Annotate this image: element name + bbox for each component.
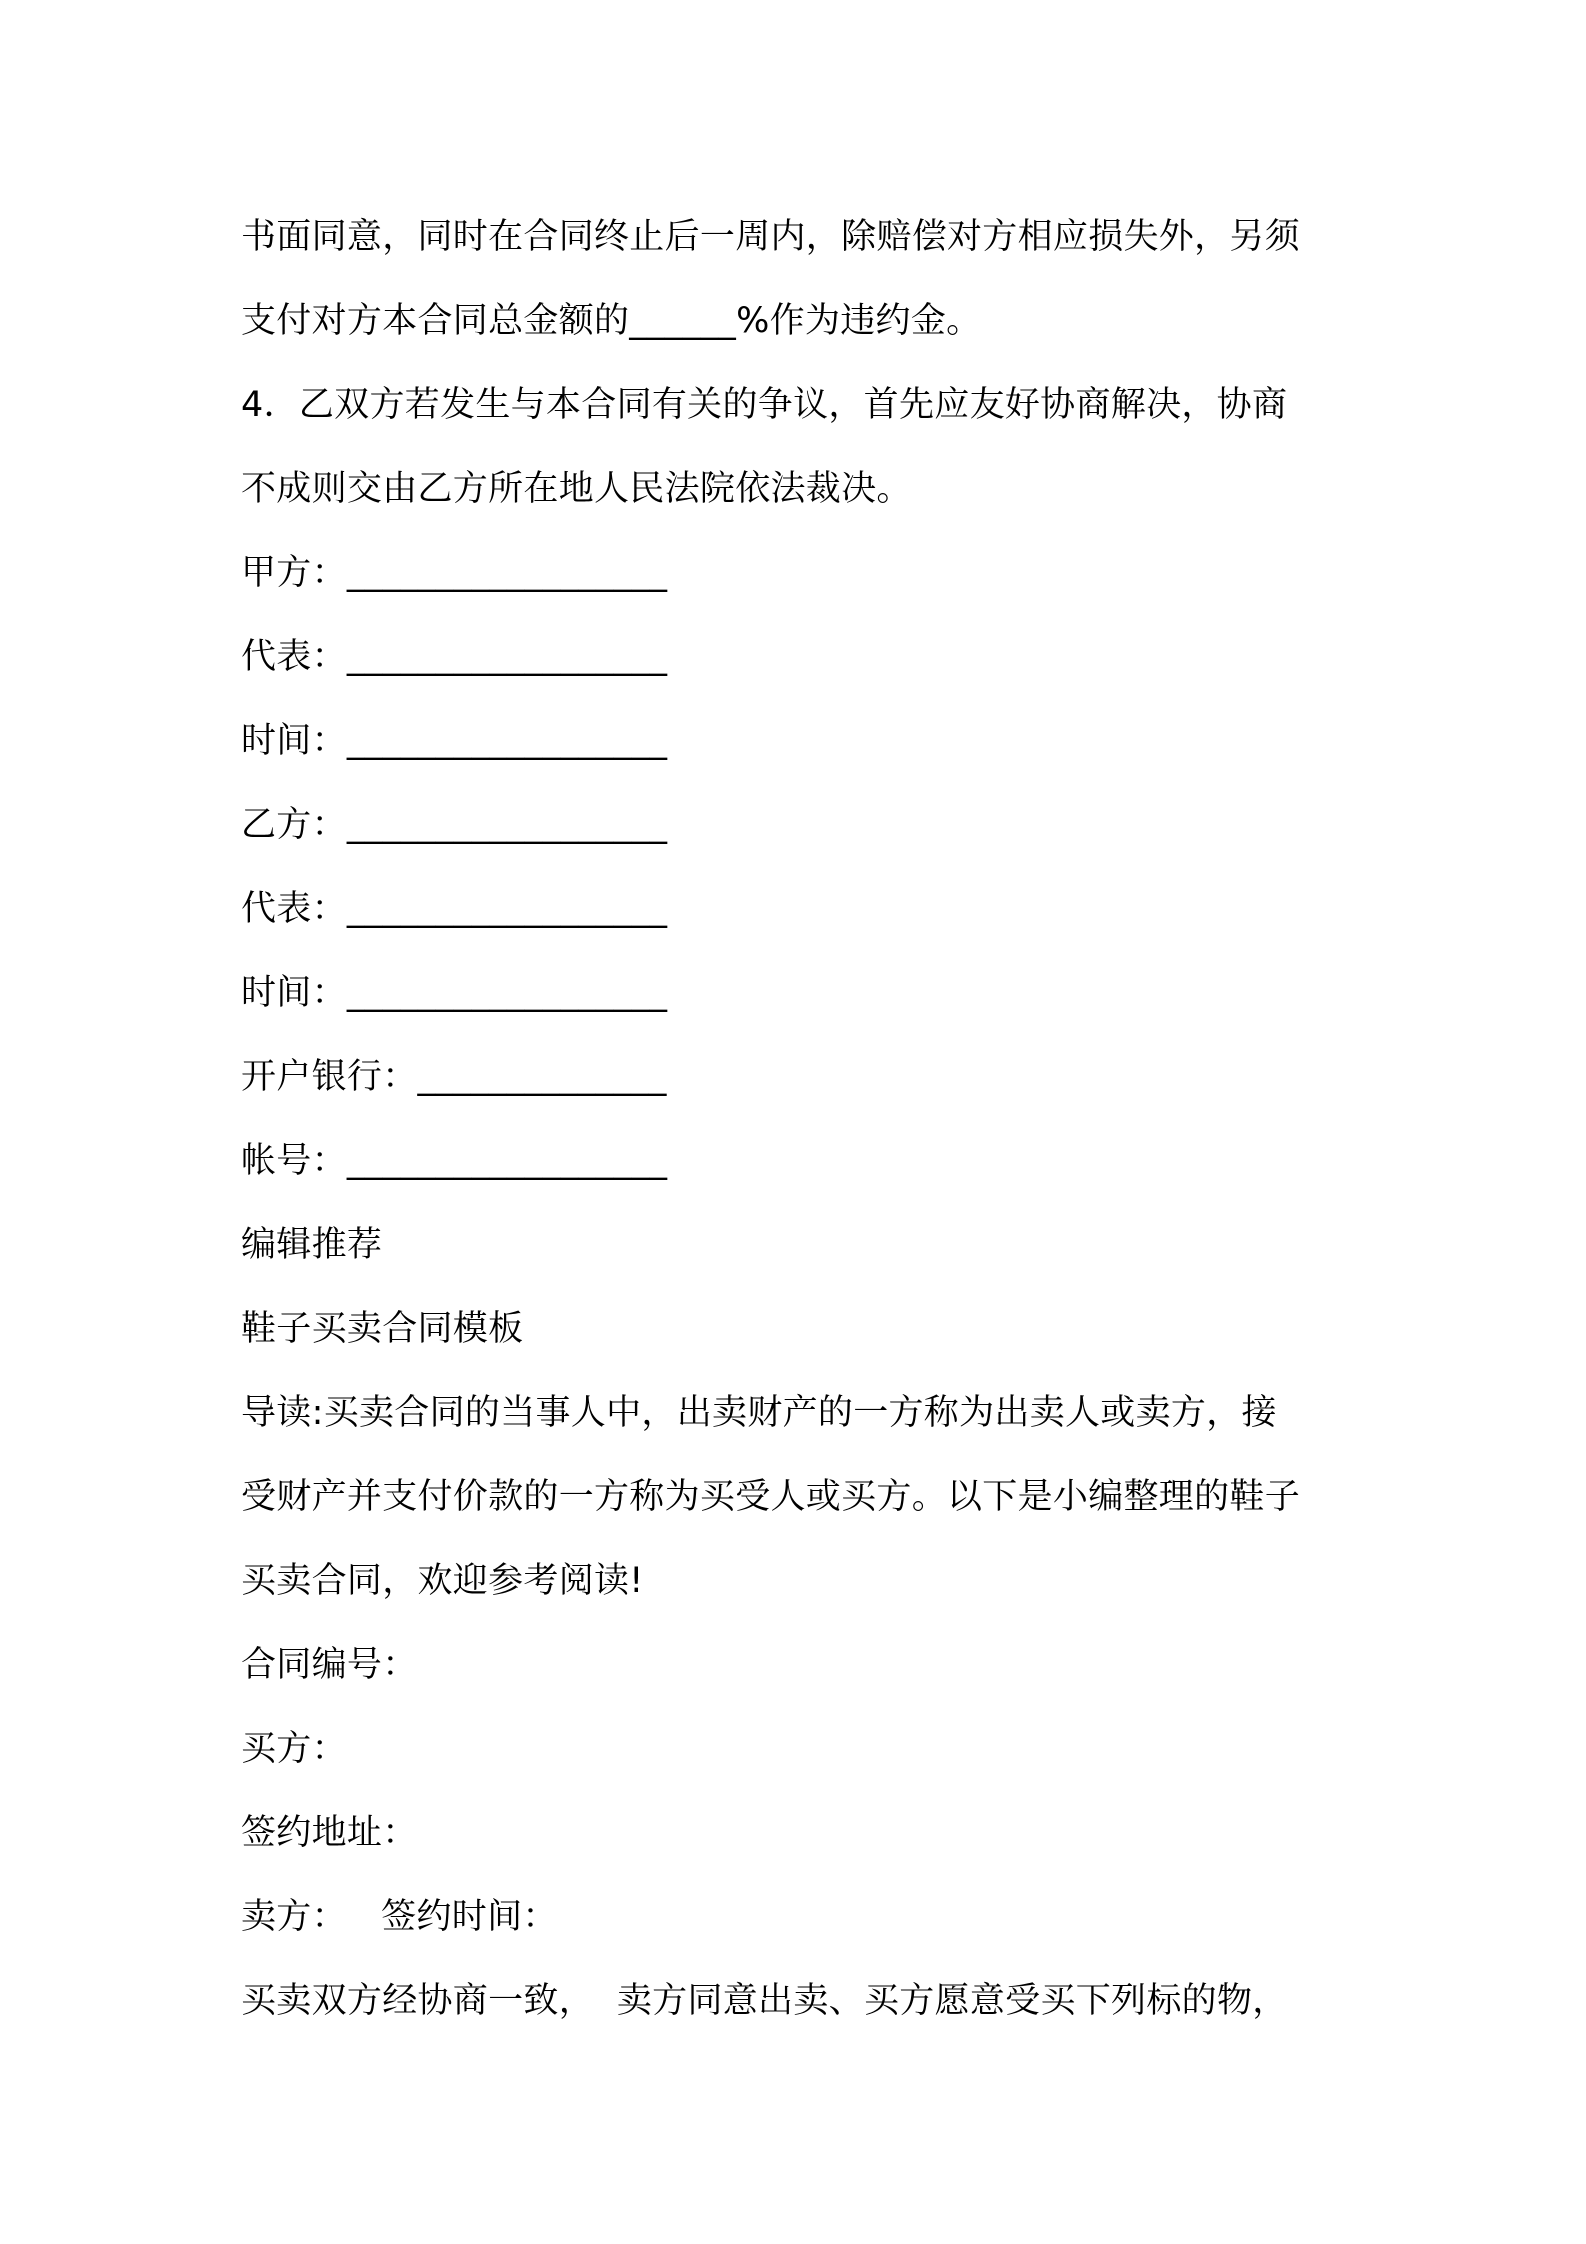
party-b-representative-field: 代表：__________________: [241, 889, 668, 929]
party-a-representative-field: 代表：__________________: [241, 637, 668, 677]
text-line: 4．乙双方若发生与本合同有关的争议，首先应友好协商解决，协商: [241, 385, 1288, 425]
document-body: [241, 195, 1361, 2043]
party-b-field: 乙方：__________________: [241, 805, 668, 845]
text-line: 不成则交由乙方所在地人民法院依法裁决。: [241, 469, 912, 509]
buyer-field: 买方：: [241, 1729, 347, 1769]
signing-address-field: 签约地址：: [241, 1813, 418, 1853]
contract-number-field: 合同编号：: [241, 1645, 418, 1685]
party-a-field: 甲方：__________________: [241, 553, 668, 593]
bank-field: 开户银行：______________: [241, 1057, 667, 1097]
seller-and-signing-time-field: 卖方： 签约时间：: [241, 1897, 558, 1937]
contract-title: 鞋子买卖合同模板: [241, 1309, 524, 1349]
text-line: 受财产并支付价款的一方称为买受人或买方。以下是小编整理的鞋子: [241, 1477, 1301, 1517]
party-b-date-field: 时间：__________________: [241, 973, 668, 1013]
text-line: 买卖双方经协商一致， 卖方同意出卖、买方愿意受买下列标的物，: [241, 1981, 1288, 2021]
account-field: 帐号：__________________: [241, 1141, 668, 1181]
text-line: 买卖合同，欢迎参考阅读!: [241, 1561, 644, 1601]
text-line: 支付对方本合同总金额的______%作为违约金。: [241, 301, 982, 341]
section-heading: 编辑推荐: [241, 1225, 383, 1265]
text-line: 导读:买卖合同的当事人中，出卖财产的一方称为出卖人或卖方，接: [241, 1393, 1277, 1433]
text-line: 书面同意，同时在合同终止后一周内，除赔偿对方相应损失外，另须: [241, 217, 1301, 257]
party-a-date-field: 时间：__________________: [241, 721, 668, 761]
